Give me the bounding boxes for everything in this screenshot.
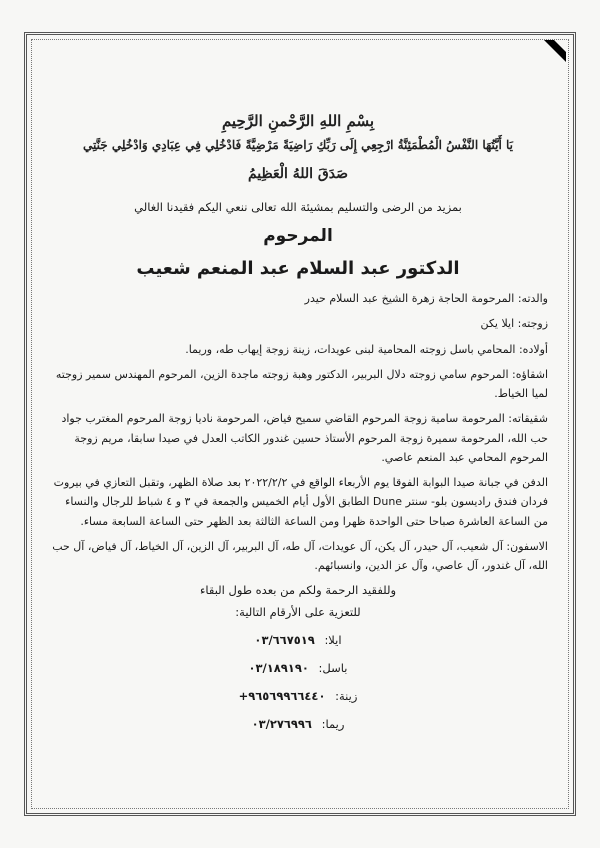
contact-number: ٠٣/٢٧٦٩٩٦ [251, 717, 312, 732]
contact-row [48, 689, 548, 703]
sisters-line: شقيقاته: المرحومة سامية زوجة المرحوم القاضي سميح فياض، المرحومة ناديا زوجة المرحوم المغترب جواد حب الله، المرحومة سميرة زوجة المرحوم الأستاذ حسين غندور الكاتب العدل في صيدا سابقا، مريم زوجة المرحوم المحامي عبد المنعم عاصي. [61, 412, 548, 464]
deceased-name: الدكتور عبد السلام عبد المنعم شعيب [136, 258, 460, 279]
children-line: أولاده: المحامي باسل زوجته المحامية لبنى عويدات، زينة زوجة إيهاب طه، وريما. [185, 342, 548, 356]
contact-row [48, 717, 548, 731]
wife-line: زوجته: ايلا يكن [480, 317, 548, 331]
announcement-intro: بمزيد من الرضى والتسليم بمشيئة الله تعالى ننعي اليكم فقيدنا الغالي [134, 200, 462, 214]
mourners-line: الاسفون: آل شعيب، آل حيدر، آل يكن، آل عويدات، آل طه، آل البربير، آل الزين، آل الخياط، آل فياض، آل حب الله، آل غندور، آل عاصي، وآل عز الدين، وانسبائهم. [52, 539, 548, 572]
mourning-ribbon-icon [544, 40, 566, 62]
contact-number: +٩٦٥٦٩٩٦٦٤٤٠ [238, 689, 326, 704]
contact-number: ٠٣/٦٦٧٥١٩ [254, 633, 315, 648]
closing-line: وللفقيد الرحمة ولكم من بعده طول البقاء [199, 583, 397, 598]
funeral-details: الدفن في جبانة صيدا البوابة الفوقا يوم الأربعاء الواقع في ٢٠٢٢/٢/٢ بعد صلاة الظهر، وتقبل التعازي في بيروت فردان فندق راديسون بلو- سنتر Dune الطابق الأول أيام الخميس والجمعة في ٣ و ٤ شباط للرجال والنساء من الساعة العاشرة صباحا حتى الواحدة ظهرا ومن الساعة الثالثة بعد الظهر حتى الساعة السابعة مساء. [53, 476, 548, 528]
contact-number: ٠٣/١٨٩١٩٠ [248, 661, 309, 676]
contact-label: باسل: [318, 661, 348, 676]
deceased-title: المرحوم [263, 226, 333, 246]
contact-row [48, 633, 548, 647]
contact-row [48, 661, 548, 675]
brothers-line: اشقاؤه: المرحوم سامي زوجته دلال البربير، الدكتور وهبة زوجته ماجدة الزين، المرحوم المهندس سمير زوجته لميا الخياط. [55, 367, 548, 400]
contact-label: زينة: [335, 689, 358, 704]
mother-line: والدته: المرحومة الحاجة زهرة الشيخ عبد السلام حيدر [304, 292, 548, 305]
quran-verse: يَا أَيَّتُهَا النَّفْسُ الْمُطْمَئِنَّةُ ارْجِعِي إِلَى رَبِّكِ رَاضِيَةً مَرْضِيَّةً فَادْخُلِي فِي عِبَادِي وَادْخُلِي جَنَّتِي [83, 138, 513, 152]
basmala: بِسْمِ اللهِ الرَّحْمنِ الرَّحِيمِ [221, 112, 375, 130]
contact-label: ايلا: [324, 633, 342, 648]
obituary-content [48, 112, 548, 731]
contact-label: ريما: [321, 717, 345, 732]
contacts-heading: للتعزية على الأرقام التالية: [235, 605, 361, 620]
sadaqa-allah: صَدَقَ اللهُ الْعَظِيمُ [247, 166, 349, 182]
